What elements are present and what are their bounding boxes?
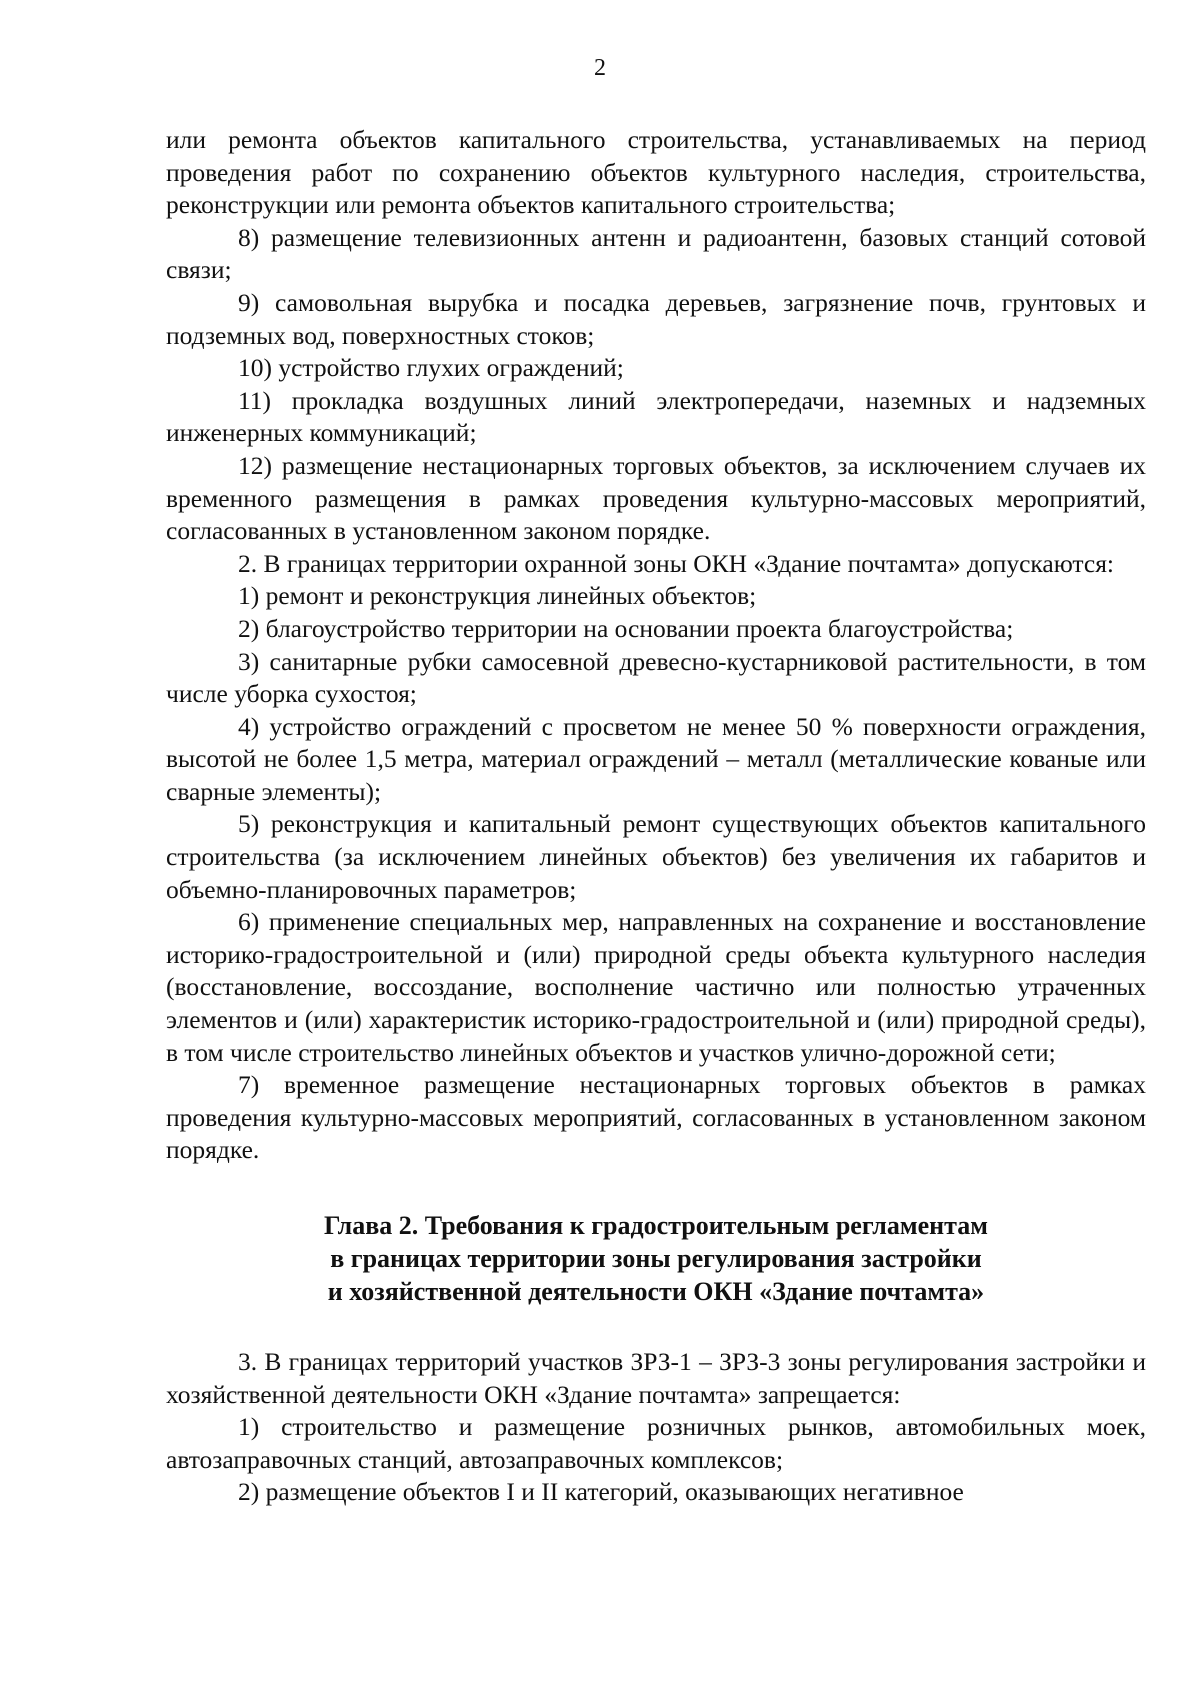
- list-item-12: 12) размещение нестационарных торговых объектов, за исключением случаев их временного размещения в рамках проведения культурно-массовых мероприятий, согласованных в установленном законом порядке.: [166, 450, 1146, 546]
- page-number: 2: [594, 55, 606, 81]
- document-body: [166, 124, 1146, 1509]
- clause-2-item-2: 2) благоустройство территории на основании проекта благоустройства;: [238, 613, 1014, 643]
- clause-2-item-6: 6) применение специальных мер, направленных на сохранение и восстановление историко-градостроительной и (или) природной среды объекта культурного наследия (восстановление, воссоздание, восполнение частично или полностью утраченных элементов и (или) характеристик историко-градостроительной и (или) природной среды), в том числе строительство линейных объектов и участков улично-дорожной сети;: [166, 907, 1146, 1067]
- clause-3-item-2: 2) размещение объектов I и II категорий, оказывающих негативное: [238, 1477, 964, 1507]
- list-item-9: 9) самовольная вырубка и посадка деревьев, загрязнение почв, грунтовых и подземных вод, поверхностных стоков;: [166, 287, 1146, 350]
- list-item-10: 10) устройство глухих ограждений;: [238, 353, 624, 383]
- clause-2-item-1: 1) ремонт и реконструкция линейных объектов;: [238, 581, 757, 611]
- clause-2-item-5: 5) реконструкция и капитальный ремонт существующих объектов капитального строительства (за исключением линейных объектов) без увеличения их габаритов и объемно-планировочных параметров;: [166, 809, 1146, 904]
- chapter-heading-line-1: Глава 2. Требования к градостроительным регламентам: [324, 1211, 988, 1240]
- clause-2-item-7: 7) временное размещение нестационарных торговых объектов в рамках проведения культурно-массовых мероприятий, согласованных в установленном законом порядке.: [166, 1070, 1146, 1165]
- clause-2-item-3: 3) санитарные рубки самосевной древесно-кустарниковой растительности, в том числе уборка сухостоя;: [166, 646, 1146, 709]
- list-item-8: 8) размещение телевизионных антенн и радиоантенн, базовых станций сотовой связи;: [166, 222, 1146, 285]
- chapter-heading-line-3: и хозяйственной деятельности ОКН «Здание почтамта»: [327, 1277, 985, 1306]
- chapter-heading-line-2: в границах территории зоны регулирования застройки: [330, 1244, 982, 1273]
- clause-2-item-4: 4) устройство ограждений с просветом не менее 50 % поверхности ограждения, высотой не более 1,5 метра, материал ограждений – металл (металлические кованые или сварные элементы);: [166, 711, 1146, 806]
- clause-2: 2. В границах территории охранной зоны ОКН «Здание почтамта» допускаются:: [238, 548, 1115, 578]
- chapter-heading: [166, 1209, 1146, 1308]
- clause-3: 3. В границах территорий участков ЗРЗ-1 – ЗРЗ-3 зоны регулирования застройки и хозяйственной деятельности ОКН «Здание почтамта» запрещается:: [166, 1347, 1146, 1409]
- list-item-11: 11) прокладка воздушных линий электропередачи, наземных и надземных инженерных коммуникаций;: [166, 385, 1146, 448]
- paragraph-continuation: или ремонта объектов капитального строительства, устанавливаемых на период проведения работ по сохранению объектов культурного наследия, строительства, реконструкции или ремонта объектов капитального строительства;: [166, 125, 1146, 220]
- clause-3-item-1: 1) строительство и размещение розничных рынков, автомобильных моек, автозаправочных станций, автозаправочных комплексов;: [166, 1412, 1146, 1474]
